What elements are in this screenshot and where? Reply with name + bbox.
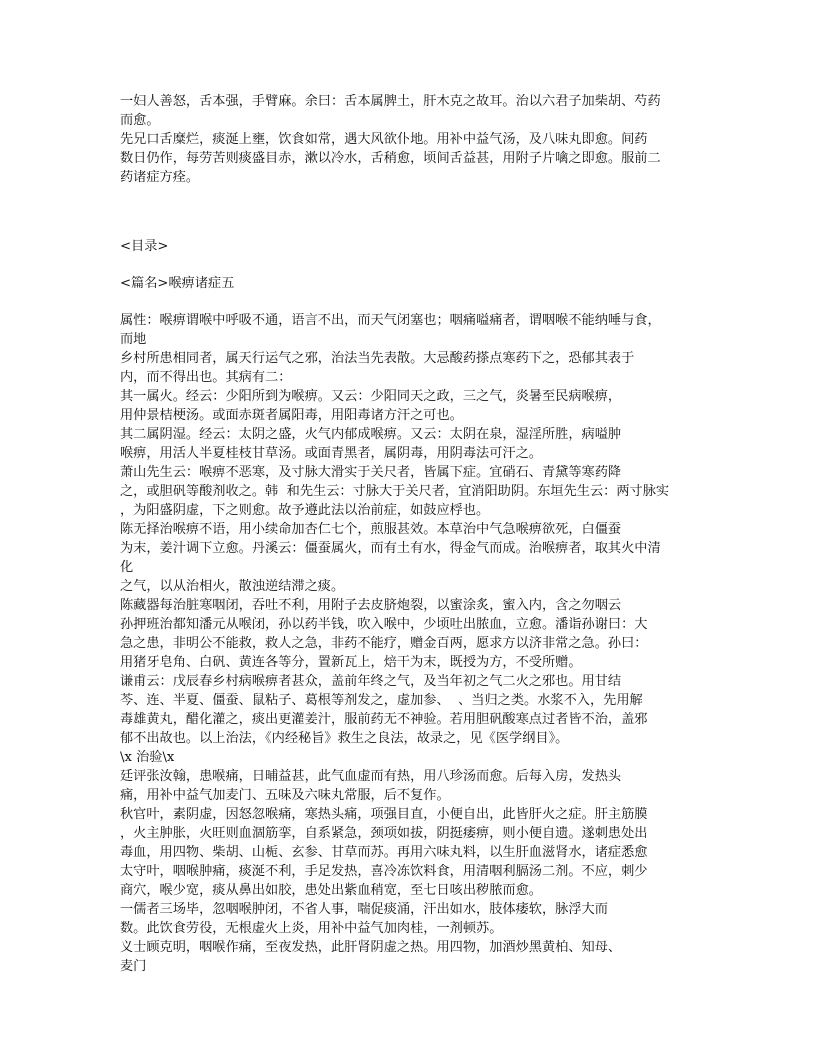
text-line: 商穴，喉少宽，痰从鼻出如胶，患处出紫血稍宽，至七日咳出秽脓而愈。	[120, 883, 542, 898]
text-line: 萧山先生云：喉痹不恶寒，及寸脉大滑实于关尺者，皆属下症。宜硝石、青黛等寒药降	[120, 465, 622, 480]
toc-label: <目录>	[120, 239, 169, 254]
text-line: 为末，姜汁调下立愈。丹溪云：僵蚕属火，而有土有水，得金气而成。治喉痹者，取其火中清	[120, 541, 661, 556]
body-text	[120, 311, 700, 976]
text-line: 陈藏器每治脏寒咽闭，吞吐不利，用附子去皮脐炮裂，以蜜涂炙，蜜入内，含之勿咽云	[120, 598, 622, 613]
text-line: 内，而不得出也。其病有二：	[120, 370, 292, 385]
text-line: 麦门	[120, 959, 147, 974]
text-line: 数日仍作，每劳苦则痰盛目赤，漱以冷水，舌稍愈，顷间舌益甚，用附子片噙之即愈。服前二	[120, 151, 661, 166]
text-line: 其一属火。经云：少阳所到为喉痹。又云：少阳同天之政，三之气，炎暑至民病喉痹，	[120, 389, 622, 404]
intro-paragraphs	[120, 92, 700, 187]
text-line: 孙押班治都知潘元从喉闭，孙以药半钱，吹入喉中，少顷吐出脓血，立愈。潘诣孙谢曰：大	[120, 617, 648, 632]
text-line: ，为阳盛阴虚，下之则愈。故予遵此法以治前症，如鼓应桴也。	[120, 503, 490, 518]
text-line: 芩、连、半夏、僵蚕、鼠粘子、葛根等剂发之，虚加参、 、当归之类。水浆不入，先用解	[120, 693, 643, 708]
text-line: 谦甫云：戊辰春乡村病喉痹者甚众，盖前年终之气，及当年初之气二火之邪也。用甘结	[120, 674, 622, 689]
text-line: 痛，用补中益气加麦门、五味及六味丸常服，后不复作。	[120, 788, 450, 803]
text-line: 一儒者三场毕，忽咽喉肿闭，不省人事，喘促痰涌，汗出如水，肢体痿软，脉浮大而	[120, 902, 608, 917]
text-line: 化	[120, 560, 134, 575]
text-line: 乡村所患相同者，属天行运气之邪，治法当先表散。大忌酸药搽点寒药下之，恐郁其表于	[120, 351, 635, 366]
text-line: 药诸症方痊。	[120, 170, 200, 185]
text-line: 而愈。	[120, 113, 160, 128]
text-line: 急之患，非明公不能救，救人之急，非药不能疗，赠金百两，愿求方以济非常之急。孙曰：	[120, 636, 648, 651]
text-line: 属性：喉痹谓喉中呼吸不通，语言不出，而天气闭塞也；咽痛嗌痛者，谓咽喉不能纳唾与食，	[120, 313, 661, 328]
text-line: 郁不出故也。以上治法，《内经秘旨》救生之良法，故录之，见《医学纲目》。	[120, 731, 569, 746]
text-line: 喉痹，用活人半夏桂枝甘草汤。或面青黑者，属阴毒，用阴毒法可汗之。	[120, 446, 542, 461]
text-line: 之气，以从治相火，散浊逆结滞之痰。	[120, 579, 345, 594]
text-line: 秋官叶，素阴虚，因怒忽喉痛，寒热头痛，项强目直，小便自出，此皆肝火之症。肝主筋膜	[120, 807, 648, 822]
text-line: 之，或胆矾等酸剂收之。韩 和先生云：寸脉大于关尺者，宜消阳助阴。东垣先生云：两寸脉实	[120, 484, 670, 499]
text-line: 一妇人善怒，舌本强，手臂麻。余曰：舌本属脾土，肝木克之故耳。治以六君子加柴胡、芍药	[120, 94, 661, 109]
text-line: 陈无择治喉痹不语，用小续命加杏仁七个，煎服甚效。本草治中气急喉痹欲死，白僵蚕	[120, 522, 622, 537]
text-line: 其二属阴湿。经云：太阴之盛，火气内郁成喉痹。又云：太阴在泉，湿淫所胜，病嗌肿	[120, 427, 622, 442]
section-heading	[120, 274, 700, 293]
section-title: <篇名>喉痹诸症五	[120, 276, 235, 291]
text-line: ，火主肿胀，火旺则血涸筋挛，自系紧急，颈项如拔，阴挺痿痹，则小便自遗。遂刺患处出	[120, 826, 648, 841]
table-of-contents-marker	[120, 237, 700, 256]
text-line: 而地	[120, 332, 147, 347]
text-line: 毒雄黄丸，醋化灌之，痰出更灌姜汁，服前药无不神验。若用胆矾酸寒点过者皆不治，盖邪	[120, 712, 648, 727]
text-line: 太守叶，咽喉肿痛，痰涎不利，手足发热，喜冷冻饮料食，用清咽利膈汤二剂。不应，刺少	[120, 864, 648, 879]
text-line: 廷评张汝翰，患喉痛，日晡益甚，此气血虚而有热，用八珍汤而愈。后每入房，发热头	[120, 769, 622, 784]
text-line: 先兄口舌糜烂，痰涎上壅，饮食如常，遇大风欲仆地。用补中益气汤，及八味丸即愈。间药	[120, 132, 648, 147]
text-line: 毒血，用四物、柴胡、山栀、玄参、甘草而苏。再用六味丸料，以生肝血滋肾水，诸症悉愈	[120, 845, 648, 860]
text-line: 用仲景桔梗汤。或面赤斑者属阳毒，用阳毒诸方汗之可也。	[120, 408, 463, 423]
text-line: 数。此饮食劳役，无根虚火上炎，用补中益气加肉桂，一剂顿苏。	[120, 921, 503, 936]
text-line: 用猪牙皂角、白矾、黄连各等分，置新瓦上，焙干为末，既授为方，不受所赠。	[120, 655, 582, 670]
subsection-marker: \x 治验\x	[120, 750, 175, 765]
text-line: 义士顾克明，咽喉作痛，至夜发热，此肝肾阴虚之热。用四物，加酒炒黑黄柏、知母、	[120, 940, 622, 955]
